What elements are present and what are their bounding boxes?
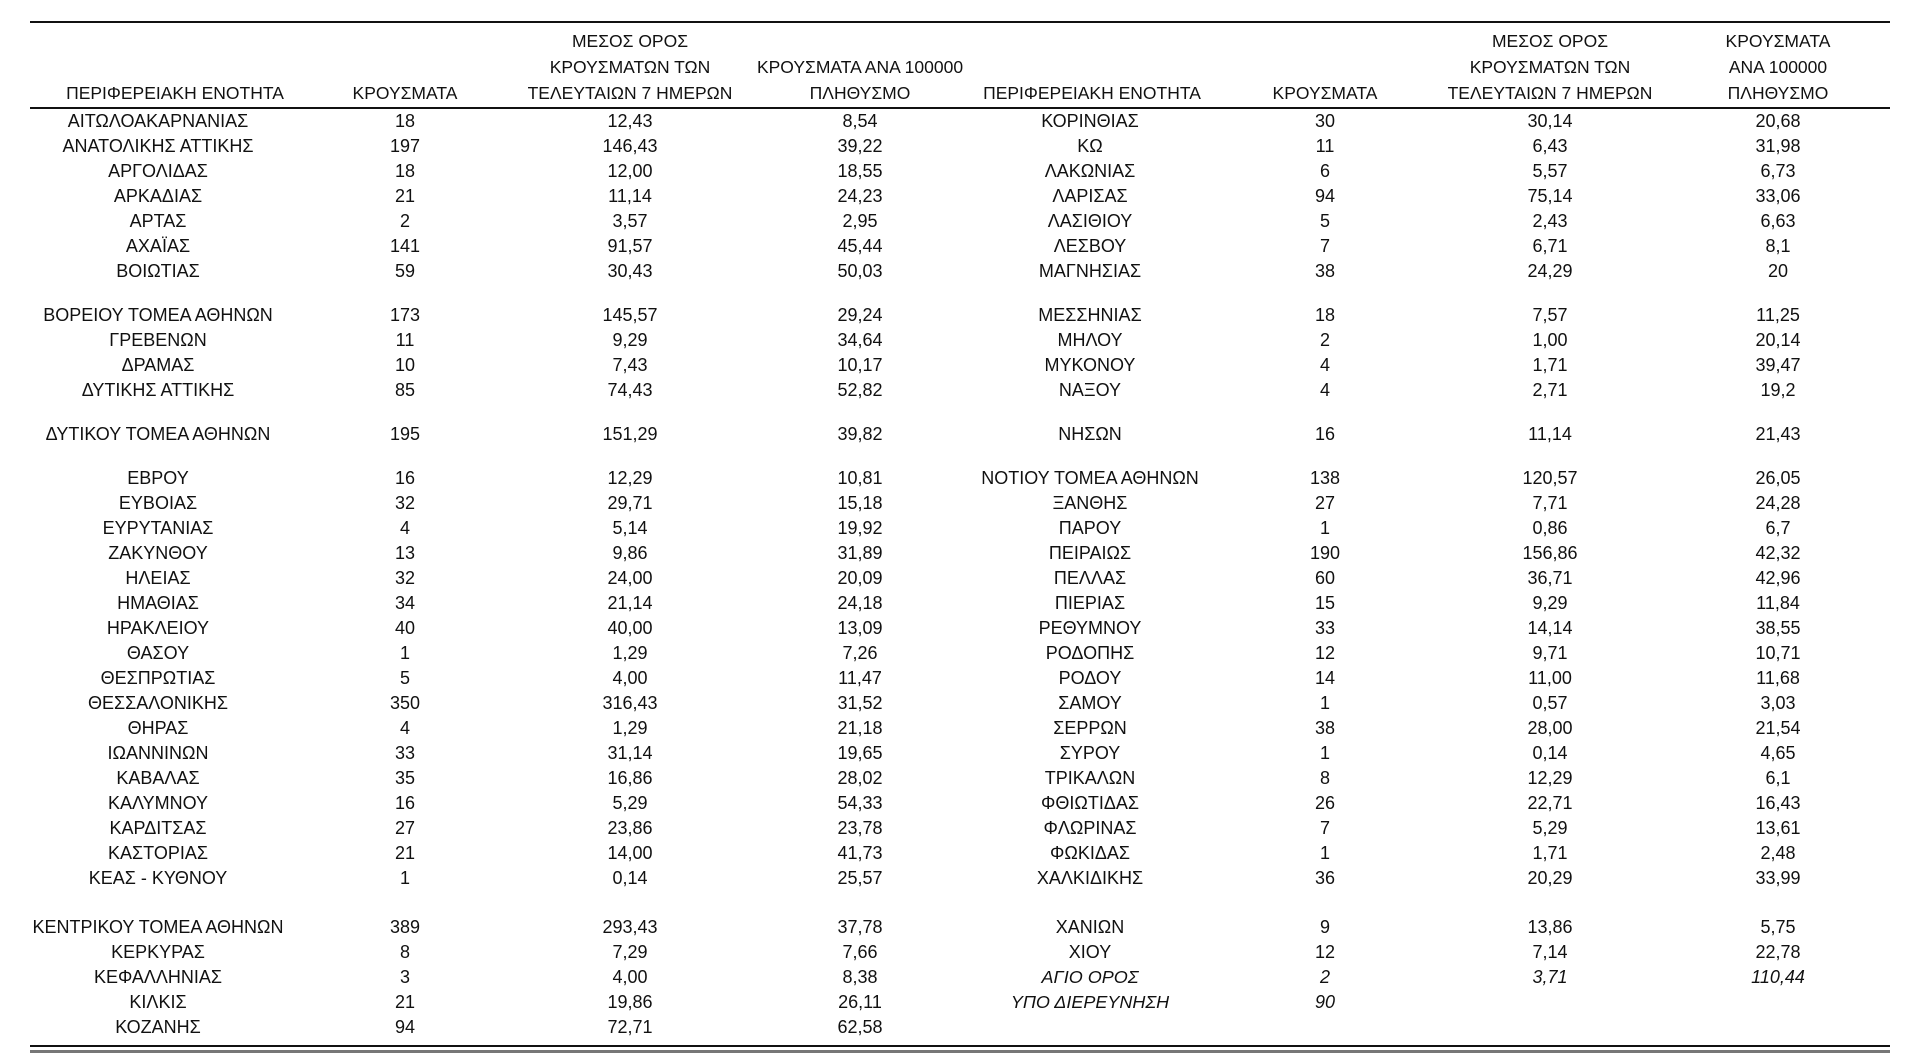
right-row-15-region: ΠΑΡΟΥ — [1058, 518, 1122, 538]
left-row-26-region: ΚΑΛΥΜΝΟΥ — [107, 793, 209, 813]
left-row-10-region: ΔΡΑΜΑΣ — [121, 355, 195, 375]
right-row-4-avg7: 75,14 — [1527, 186, 1573, 206]
right-row-11-region: ΝΑΞΟΥ — [1058, 380, 1122, 400]
left-row-25-cases: 35 — [394, 768, 416, 788]
left-row-26-cases: 16 — [394, 793, 416, 813]
left-row-29-region: ΚΕΑΣ - ΚΥΘΝΟΥ — [88, 868, 228, 888]
right-row-5-region: ΛΑΣΙΘΙΟΥ — [1047, 211, 1133, 231]
right-row-28-per100k: 2,48 — [1760, 843, 1796, 863]
right-row-11-per100k: 19,2 — [1760, 380, 1796, 400]
left-row-2-avg7: 146,43 — [602, 136, 658, 156]
left-row-20-avg7: 1,29 — [612, 643, 648, 663]
right-row-10-region: ΜΥΚΟΝΟΥ — [1044, 355, 1136, 375]
left-row-24-avg7: 31,14 — [607, 743, 653, 763]
left-row-19-region: ΗΡΑΚΛΕΙΟΥ — [106, 618, 210, 638]
left-row-30-cases: 389 — [389, 917, 421, 937]
left-row-20-per100k: 7,26 — [842, 643, 878, 663]
left-row-25-region: ΚΑΒΑΛΑΣ — [116, 768, 200, 788]
left-row-18-per100k: 24,18 — [837, 593, 883, 613]
left-row-32-per100k: 8,38 — [842, 967, 878, 987]
right-row-9-cases: 2 — [1319, 330, 1331, 350]
left-row-23-per100k: 21,18 — [837, 718, 883, 738]
left-row-5-cases: 2 — [399, 211, 411, 231]
top-rule — [30, 21, 1890, 23]
right-row-18-region: ΠΙΕΡΙΑΣ — [1054, 593, 1126, 613]
right-row-25-cases: 8 — [1319, 768, 1331, 788]
right-row-18-cases: 15 — [1314, 593, 1336, 613]
right-row-14-per100k: 24,28 — [1755, 493, 1801, 513]
right-row-21-cases: 14 — [1314, 668, 1336, 688]
left-row-33-avg7: 19,86 — [607, 992, 653, 1012]
right-row-23-cases: 38 — [1314, 718, 1336, 738]
right-row-10-cases: 4 — [1319, 355, 1331, 375]
right-row-31-region: ΧΙΟΥ — [1068, 942, 1112, 962]
right-row-20-cases: 12 — [1314, 643, 1336, 663]
left-row-18-region: ΗΜΑΘΙΑΣ — [117, 593, 199, 613]
left-row-17-region: ΗΛΕΙΑΣ — [125, 568, 191, 588]
right-row-17-cases: 60 — [1314, 568, 1336, 588]
left-row-34-avg7: 72,71 — [607, 1017, 653, 1037]
left-row-27-per100k: 23,78 — [837, 818, 883, 838]
right-row-32-avg7: 3,71 — [1532, 967, 1568, 987]
left-row-22-per100k: 31,52 — [837, 693, 883, 713]
left-row-14-region: ΕΥΒΟΙΑΣ — [118, 493, 198, 513]
right-row-27-region: ΦΛΩΡΙΝΑΣ — [1043, 818, 1137, 838]
left-row-11-per100k: 52,82 — [837, 380, 883, 400]
right-row-8-cases: 18 — [1314, 305, 1336, 325]
header-avg7-left: ΜΕΣΟΣ ΟΡΟΣ ΚΡΟΥΣΜΑΤΩΝ ΤΩΝ ΤΕΛΕΥΤΑΙΩΝ 7 ΗΜΕΡΩΝ — [527, 31, 733, 103]
left-row-8-cases: 173 — [389, 305, 421, 325]
left-row-28-region: ΚΑΣΤΟΡΙΑΣ — [108, 843, 208, 863]
right-row-21-region: ΡΟΔΟΥ — [1058, 668, 1122, 688]
right-row-32-cases: 2 — [1319, 967, 1331, 987]
left-row-15-region: ΕΥΡΥΤΑΝΙΑΣ — [102, 518, 214, 538]
right-row-5-per100k: 6,63 — [1760, 211, 1796, 231]
left-row-14-avg7: 29,71 — [607, 493, 653, 513]
left-row-33-region: ΚΙΛΚΙΣ — [129, 992, 187, 1012]
left-row-13-per100k: 10,81 — [837, 468, 883, 488]
right-row-17-avg7: 36,71 — [1527, 568, 1573, 588]
left-row-27-avg7: 23,86 — [607, 818, 653, 838]
left-row-6-region: ΑΧΑΪΑΣ — [125, 236, 191, 256]
left-row-30-avg7: 293,43 — [602, 917, 658, 937]
left-row-16-region: ΖΑΚΥΝΘΟΥ — [108, 543, 208, 563]
header-cases-right: ΚΡΟΥΣΜΑΤΑ — [1272, 83, 1378, 103]
right-row-11-cases: 4 — [1319, 380, 1331, 400]
left-row-24-cases: 33 — [394, 743, 416, 763]
left-row-11-avg7: 74,43 — [607, 380, 653, 400]
left-row-32-cases: 3 — [399, 967, 411, 987]
left-row-21-region: ΘΕΣΠΡΩΤΙΑΣ — [100, 668, 216, 688]
left-row-24-region: ΙΩΑΝΝΙΝΩΝ — [107, 743, 209, 763]
right-row-26-region: ΦΘΙΩΤΙΔΑΣ — [1041, 793, 1139, 813]
right-row-22-avg7: 0,57 — [1532, 693, 1568, 713]
left-row-29-per100k: 25,57 — [837, 868, 883, 888]
left-row-24-per100k: 19,65 — [837, 743, 883, 763]
right-row-31-cases: 12 — [1314, 942, 1336, 962]
left-row-1-avg7: 12,43 — [607, 111, 653, 131]
right-row-15-cases: 1 — [1319, 518, 1331, 538]
right-row-5-avg7: 2,43 — [1532, 211, 1568, 231]
left-row-5-avg7: 3,57 — [612, 211, 648, 231]
right-row-28-cases: 1 — [1319, 843, 1331, 863]
header-rule — [30, 107, 1890, 109]
left-row-7-per100k: 50,03 — [837, 261, 883, 281]
bottom-rule — [30, 1045, 1890, 1047]
left-row-17-cases: 32 — [394, 568, 416, 588]
left-row-11-cases: 85 — [394, 380, 416, 400]
left-row-12-avg7: 151,29 — [602, 424, 658, 444]
right-row-19-per100k: 38,55 — [1755, 618, 1801, 638]
left-row-18-avg7: 21,14 — [607, 593, 653, 613]
right-row-22-cases: 1 — [1319, 693, 1331, 713]
left-row-25-per100k: 28,02 — [837, 768, 883, 788]
right-row-9-per100k: 20,14 — [1755, 330, 1801, 350]
right-row-21-avg7: 11,00 — [1528, 668, 1572, 688]
right-row-8-avg7: 7,57 — [1532, 305, 1568, 325]
left-row-28-per100k: 41,73 — [837, 843, 883, 863]
right-row-4-region: ΛΑΡΙΣΑΣ — [1052, 186, 1128, 206]
left-row-20-region: ΘΑΣΟΥ — [126, 643, 190, 663]
right-row-4-per100k: 33,06 — [1755, 186, 1801, 206]
right-row-12-per100k: 21,43 — [1755, 424, 1801, 444]
left-row-27-region: ΚΑΡΔΙΤΣΑΣ — [109, 818, 207, 838]
right-row-6-avg7: 6,71 — [1532, 236, 1568, 256]
left-row-22-avg7: 316,43 — [602, 693, 658, 713]
right-row-33-region: ΥΠΟ ΔΙΕΡΕΥΝΗΣΗ — [1010, 992, 1170, 1012]
left-row-32-region: ΚΕΦΑΛΛΗΝΙΑΣ — [93, 967, 223, 987]
left-row-12-cases: 195 — [389, 424, 421, 444]
left-row-18-cases: 34 — [394, 593, 416, 613]
left-row-14-cases: 32 — [394, 493, 416, 513]
right-row-13-region: ΝΟΤΙΟΥ ΤΟΜΕΑ ΑΘΗΝΩΝ — [981, 468, 1199, 488]
right-row-15-avg7: 0,86 — [1532, 518, 1568, 538]
left-row-6-avg7: 91,57 — [607, 236, 653, 256]
left-row-31-region: ΚΕΡΚΥΡΑΣ — [111, 942, 205, 962]
right-row-27-per100k: 13,61 — [1755, 818, 1801, 838]
left-row-23-region: ΘΗΡΑΣ — [127, 718, 189, 738]
left-row-21-avg7: 4,00 — [612, 668, 648, 688]
left-row-7-avg7: 30,43 — [607, 261, 653, 281]
right-row-28-region: ΦΩΚΙΔΑΣ — [1050, 843, 1130, 863]
right-row-21-per100k: 11,68 — [1756, 668, 1800, 688]
right-row-2-region: ΚΩ — [1077, 136, 1103, 156]
left-row-4-avg7: 11,14 — [608, 186, 652, 206]
right-row-13-per100k: 26,05 — [1755, 468, 1801, 488]
left-row-8-avg7: 145,57 — [602, 305, 658, 325]
left-row-8-region: ΒΟΡΕΙΟΥ ΤΟΜΕΑ ΑΘΗΝΩΝ — [43, 305, 273, 325]
right-row-15-per100k: 6,7 — [1765, 518, 1791, 538]
right-row-5-cases: 5 — [1319, 211, 1331, 231]
right-row-23-per100k: 21,54 — [1755, 718, 1801, 738]
right-row-20-avg7: 9,71 — [1532, 643, 1568, 663]
right-row-19-cases: 33 — [1314, 618, 1336, 638]
right-row-27-avg7: 5,29 — [1532, 818, 1568, 838]
right-row-11-avg7: 2,71 — [1532, 380, 1568, 400]
right-row-2-cases: 11 — [1315, 136, 1335, 156]
header-avg7-right: ΜΕΣΟΣ ΟΡΟΣ ΚΡΟΥΣΜΑΤΩΝ ΤΩΝ ΤΕΛΕΥΤΑΙΩΝ 7 ΗΜΕΡΩΝ — [1447, 31, 1653, 103]
right-row-14-cases: 27 — [1314, 493, 1336, 513]
right-row-16-cases: 190 — [1309, 543, 1341, 563]
right-row-29-region: ΧΑΛΚΙΔΙΚΗΣ — [1036, 868, 1144, 888]
right-row-31-avg7: 7,14 — [1532, 942, 1568, 962]
right-row-27-cases: 7 — [1319, 818, 1331, 838]
right-row-29-avg7: 20,29 — [1527, 868, 1573, 888]
left-row-14-per100k: 15,18 — [837, 493, 883, 513]
right-row-16-per100k: 42,32 — [1755, 543, 1801, 563]
left-row-31-avg7: 7,29 — [612, 942, 648, 962]
right-row-16-avg7: 156,86 — [1522, 543, 1578, 563]
right-row-32-region: ΑΓΙΟ ΟΡΟΣ — [1041, 967, 1139, 987]
left-row-9-region: ΓΡΕΒΕΝΩΝ — [109, 330, 207, 350]
right-row-30-cases: 9 — [1319, 917, 1331, 937]
left-row-6-per100k: 45,44 — [837, 236, 883, 256]
right-row-23-avg7: 28,00 — [1527, 718, 1573, 738]
left-row-30-per100k: 37,78 — [837, 917, 883, 937]
bottom-double-rule — [30, 1050, 1890, 1053]
left-row-33-cases: 21 — [394, 992, 416, 1012]
right-row-1-avg7: 30,14 — [1527, 111, 1573, 131]
left-row-32-avg7: 4,00 — [612, 967, 648, 987]
left-row-3-per100k: 18,55 — [837, 161, 883, 181]
right-row-20-region: ΡΟΔΟΠΗΣ — [1045, 643, 1135, 663]
left-row-1-cases: 18 — [394, 111, 416, 131]
left-row-33-per100k: 26,11 — [838, 992, 882, 1012]
left-row-19-avg7: 40,00 — [607, 618, 653, 638]
left-row-3-region: ΑΡΓΟΛΙΔΑΣ — [108, 161, 208, 181]
right-row-18-avg7: 9,29 — [1532, 593, 1568, 613]
right-row-30-avg7: 13,86 — [1527, 917, 1573, 937]
right-row-8-region: ΜΕΣΣΗΝΙΑΣ — [1038, 305, 1142, 325]
right-row-24-per100k: 4,65 — [1760, 743, 1796, 763]
left-row-4-cases: 21 — [394, 186, 416, 206]
right-row-7-avg7: 24,29 — [1527, 261, 1573, 281]
right-row-14-region: ΞΑΝΘΗΣ — [1052, 493, 1128, 513]
left-row-17-avg7: 24,00 — [607, 568, 653, 588]
left-row-30-region: ΚΕΝΤΡΙΚΟΥ ΤΟΜΕΑ ΑΘΗΝΩΝ — [32, 917, 284, 937]
right-row-9-region: ΜΗΛΟΥ — [1057, 330, 1123, 350]
left-row-6-cases: 141 — [389, 236, 421, 256]
left-row-2-region: ΑΝΑΤΟΛΙΚΗΣ ΑΤΤΙΚΗΣ — [62, 136, 254, 156]
right-row-17-region: ΠΕΛΛΑΣ — [1053, 568, 1127, 588]
right-row-28-avg7: 1,71 — [1532, 843, 1568, 863]
left-row-5-region: ΑΡΤΑΣ — [129, 211, 187, 231]
left-row-16-cases: 13 — [394, 543, 416, 563]
left-row-29-avg7: 0,14 — [612, 868, 648, 888]
left-row-15-cases: 4 — [399, 518, 411, 538]
right-row-29-per100k: 33,99 — [1755, 868, 1801, 888]
right-row-25-avg7: 12,29 — [1527, 768, 1573, 788]
right-row-31-per100k: 22,78 — [1755, 942, 1801, 962]
right-row-19-avg7: 14,14 — [1527, 618, 1573, 638]
left-row-23-cases: 4 — [399, 718, 411, 738]
right-row-17-per100k: 42,96 — [1755, 568, 1801, 588]
left-row-9-avg7: 9,29 — [612, 330, 648, 350]
left-row-21-per100k: 11,47 — [838, 668, 882, 688]
header-per100k-right: ΚΡΟΥΣΜΑΤΑ ΑΝΑ 100000 ΠΛΗΘΥΣΜΟ — [1725, 31, 1831, 103]
left-row-5-per100k: 2,95 — [842, 211, 878, 231]
left-row-4-region: ΑΡΚΑΔΙΑΣ — [113, 186, 203, 206]
right-row-29-cases: 36 — [1314, 868, 1336, 888]
left-row-20-cases: 1 — [399, 643, 411, 663]
left-row-3-avg7: 12,00 — [607, 161, 653, 181]
left-row-31-cases: 8 — [399, 942, 411, 962]
left-row-15-avg7: 5,14 — [612, 518, 648, 538]
left-row-13-cases: 16 — [394, 468, 416, 488]
right-row-7-cases: 38 — [1314, 261, 1336, 281]
left-row-26-avg7: 5,29 — [612, 793, 648, 813]
left-row-2-per100k: 39,22 — [837, 136, 883, 156]
right-row-24-region: ΣΥΡΟΥ — [1059, 743, 1121, 763]
right-row-18-per100k: 11,84 — [1756, 593, 1800, 613]
left-row-12-per100k: 39,82 — [837, 424, 883, 444]
left-row-12-region: ΔΥΤΙΚΟΥ ΤΟΜΕΑ ΑΘΗΝΩΝ — [45, 424, 271, 444]
right-row-10-per100k: 39,47 — [1755, 355, 1801, 375]
right-row-13-avg7: 120,57 — [1522, 468, 1578, 488]
right-row-3-cases: 6 — [1319, 161, 1331, 181]
left-row-34-cases: 94 — [394, 1017, 416, 1037]
right-row-19-region: ΡΕΘΥΜΝΟΥ — [1038, 618, 1142, 638]
right-row-6-region: ΛΕΣΒΟΥ — [1053, 236, 1127, 256]
header-per100k-left: ΚΡΟΥΣΜΑΤΑ ΑΝΑ 100000 ΠΛΗΘΥΣΜΟ — [756, 57, 964, 103]
right-row-14-avg7: 7,71 — [1532, 493, 1568, 513]
left-row-16-per100k: 31,89 — [837, 543, 883, 563]
left-row-23-avg7: 1,29 — [612, 718, 648, 738]
right-row-12-region: ΝΗΣΩΝ — [1058, 424, 1122, 444]
right-row-3-per100k: 6,73 — [1760, 161, 1796, 181]
left-row-3-cases: 18 — [394, 161, 416, 181]
right-row-26-avg7: 22,71 — [1527, 793, 1573, 813]
right-row-10-avg7: 1,71 — [1532, 355, 1568, 375]
left-row-16-avg7: 9,86 — [612, 543, 648, 563]
right-row-33-cases: 90 — [1314, 992, 1336, 1012]
right-row-3-avg7: 5,57 — [1532, 161, 1568, 181]
right-row-1-per100k: 20,68 — [1755, 111, 1801, 131]
left-row-25-avg7: 16,86 — [607, 768, 653, 788]
left-row-28-cases: 21 — [394, 843, 416, 863]
right-row-4-cases: 94 — [1314, 186, 1336, 206]
left-row-29-cases: 1 — [399, 868, 411, 888]
right-row-3-region: ΛΑΚΩΝΙΑΣ — [1044, 161, 1136, 181]
right-row-16-region: ΠΕΙΡΑΙΩΣ — [1048, 543, 1132, 563]
right-row-22-per100k: 3,03 — [1760, 693, 1796, 713]
left-row-21-cases: 5 — [399, 668, 411, 688]
right-row-7-per100k: 20 — [1767, 261, 1789, 281]
left-row-13-region: ΕΒΡΟΥ — [127, 468, 189, 488]
left-row-22-region: ΘΕΣΣΑΛΟΝΙΚΗΣ — [87, 693, 229, 713]
right-row-6-per100k: 8,1 — [1765, 236, 1791, 256]
left-row-9-cases: 11 — [395, 330, 415, 350]
left-row-13-avg7: 12,29 — [607, 468, 653, 488]
left-row-19-per100k: 13,09 — [837, 618, 883, 638]
right-row-1-region: ΚΟΡΙΝΘΙΑΣ — [1041, 111, 1139, 131]
left-row-1-region: ΑΙΤΩΛΟΑΚΑΡΝΑΝΙΑΣ — [67, 111, 249, 131]
right-row-9-avg7: 1,00 — [1532, 330, 1568, 350]
right-row-24-cases: 1 — [1319, 743, 1331, 763]
left-row-27-cases: 27 — [394, 818, 416, 838]
right-row-2-per100k: 31,98 — [1755, 136, 1801, 156]
header-region-left: ΠΕΡΙΦΕΡΕΙΑΚΗ ΕΝΟΤΗΤΑ — [66, 83, 284, 103]
right-row-12-cases: 16 — [1314, 424, 1336, 444]
right-row-12-avg7: 11,14 — [1528, 424, 1572, 444]
left-row-15-per100k: 19,92 — [837, 518, 883, 538]
left-row-10-cases: 10 — [394, 355, 416, 375]
left-row-34-region: ΚΟΖΑΝΗΣ — [115, 1017, 201, 1037]
left-row-31-per100k: 7,66 — [842, 942, 878, 962]
header-cases-left: ΚΡΟΥΣΜΑΤΑ — [352, 83, 458, 103]
right-row-26-per100k: 16,43 — [1755, 793, 1801, 813]
right-row-8-per100k: 11,25 — [1756, 305, 1800, 325]
right-row-7-region: ΜΑΓΝΗΣΙΑΣ — [1038, 261, 1142, 281]
left-row-2-cases: 197 — [389, 136, 421, 156]
right-row-23-region: ΣΕΡΡΩΝ — [1053, 718, 1127, 738]
right-row-32-per100k: 110,44 — [1751, 967, 1805, 987]
left-row-4-per100k: 24,23 — [837, 186, 883, 206]
left-row-11-region: ΔΥΤΙΚΗΣ ΑΤΤΙΚΗΣ — [81, 380, 235, 400]
right-row-25-region: ΤΡΙΚΑΛΩΝ — [1044, 768, 1136, 788]
left-row-19-cases: 40 — [394, 618, 416, 638]
left-row-17-per100k: 20,09 — [837, 568, 883, 588]
left-row-10-per100k: 10,17 — [837, 355, 883, 375]
right-row-26-cases: 26 — [1314, 793, 1336, 813]
right-row-30-region: ΧΑΝΙΩΝ — [1055, 917, 1125, 937]
right-row-30-per100k: 5,75 — [1760, 917, 1796, 937]
left-row-8-per100k: 29,24 — [837, 305, 883, 325]
left-row-1-per100k: 8,54 — [842, 111, 878, 131]
left-row-26-per100k: 54,33 — [837, 793, 883, 813]
right-row-1-cases: 30 — [1314, 111, 1336, 131]
left-row-10-avg7: 7,43 — [612, 355, 648, 375]
left-row-28-avg7: 14,00 — [607, 843, 653, 863]
right-row-2-avg7: 6,43 — [1532, 136, 1568, 156]
header-region-right: ΠΕΡΙΦΕΡΕΙΑΚΗ ΕΝΟΤΗΤΑ — [983, 83, 1201, 103]
right-row-13-cases: 138 — [1309, 468, 1341, 488]
right-row-22-region: ΣΑΜΟΥ — [1058, 693, 1122, 713]
right-row-20-per100k: 10,71 — [1755, 643, 1801, 663]
left-row-22-cases: 350 — [389, 693, 421, 713]
left-row-7-region: ΒΟΙΩΤΙΑΣ — [116, 261, 200, 281]
left-row-34-per100k: 62,58 — [837, 1017, 883, 1037]
right-row-24-avg7: 0,14 — [1532, 743, 1568, 763]
right-row-25-per100k: 6,1 — [1765, 768, 1791, 788]
left-row-7-cases: 59 — [394, 261, 416, 281]
left-row-9-per100k: 34,64 — [837, 330, 883, 350]
right-row-6-cases: 7 — [1319, 236, 1331, 256]
